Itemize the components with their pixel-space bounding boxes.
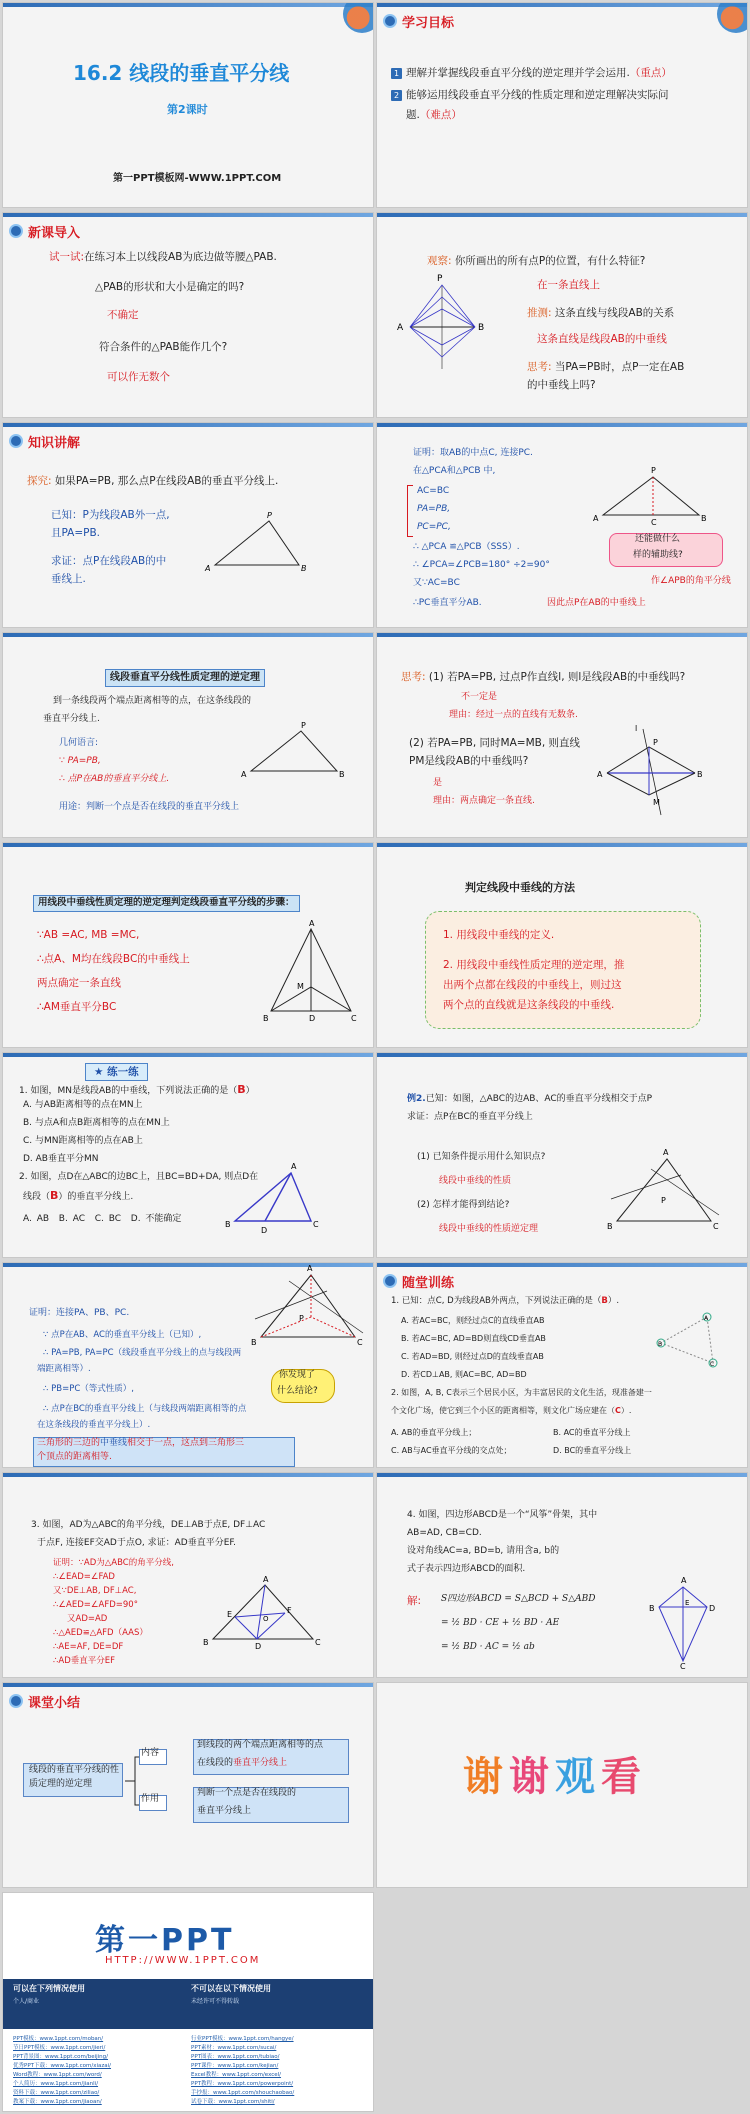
conclusion-2: 个顶点的距离相等.	[37, 1452, 112, 1462]
ad-link[interactable]: 手抄报：www.1ppt.com/shouchaobao/	[191, 2090, 295, 2096]
q4-line2: AB=AD, CB=CD.	[407, 1528, 482, 1538]
answer-count: 可以作无数个	[107, 371, 170, 383]
think-q2: (2) 若PA=PB, 同时MA=MB, 则直线	[409, 737, 581, 749]
section-header: 知识讲解	[9, 431, 80, 451]
slide-example2-proof[interactable]	[2, 1262, 374, 1468]
q3-p8: ∴AD垂直平分EF	[53, 1656, 116, 1666]
lesson-title: 16.2 线段的垂直平分线	[73, 61, 290, 85]
ad-h2: 不可以在以下情况使用	[191, 1984, 271, 1993]
observe-answer: 在一条直线上	[537, 279, 600, 291]
header-bullet-icon	[9, 1694, 23, 1708]
thanks-colored: 谢谢观看	[463, 1753, 647, 1800]
slide-accent-bar	[377, 213, 747, 217]
svg-text:O: O	[263, 1615, 269, 1623]
def-2: 垂直平分线上.	[43, 714, 100, 724]
svg-text:P: P	[299, 1314, 304, 1323]
slide-accent-bar	[3, 1263, 373, 1267]
footer-site: 第一PPT模板网-WWW.1PPT.COM	[113, 173, 282, 184]
practice-q2b: 线段（B）的垂直平分线上.	[23, 1189, 134, 1202]
label-P: P	[437, 274, 443, 284]
think-a1: 不一定是	[461, 692, 498, 702]
discover-2: 什么结论?	[277, 1386, 318, 1396]
slide-methods[interactable]	[376, 842, 748, 1048]
proof-7: ∴ ∠PCA=∠PCB=180° ÷2=90°	[413, 560, 550, 570]
slide-thanks[interactable]	[376, 1682, 748, 1888]
svg-text:C: C	[357, 1338, 363, 1347]
guess-line: 推测: 这条直线与线段AB的关系	[527, 307, 675, 319]
svg-text:A: A	[597, 770, 603, 779]
drill-q2b: 个文化广场，使它到三个小区的距离相等，则文化广场应建在（C）.	[391, 1406, 632, 1415]
header-bullet-icon	[9, 434, 23, 448]
triangle-d-figure	[225, 1162, 321, 1241]
slide-example2[interactable]	[376, 1052, 748, 1258]
triangle-ad-figure	[203, 1575, 321, 1653]
slide-summary[interactable]	[2, 1682, 374, 1888]
q4-line4: 式子表示四边形ABCD的面积.	[407, 1564, 526, 1574]
summary-main: 线段的垂直平分线的性质定理的逆定理	[29, 1765, 120, 1790]
corner-decoration	[717, 2, 748, 33]
solution-label: 解:	[407, 1595, 422, 1607]
proof-1: 证明：连接PA、PB、PC.	[29, 1308, 130, 1318]
slide-think[interactable]	[376, 632, 748, 838]
option-b: B. 与点A和点B距离相等的点在MN上	[23, 1118, 170, 1128]
ad-link[interactable]: 试卷下载：www.1ppt.com/shiti/	[191, 2099, 275, 2105]
use-value-2: 垂直平分线上	[197, 1806, 252, 1816]
svg-text:D: D	[709, 1604, 716, 1613]
svg-text:A: A	[291, 1162, 297, 1171]
ad-link[interactable]: Excel教程：www.1ppt.com/excel/	[191, 2072, 282, 2078]
slide-accent-bar	[377, 3, 747, 7]
svg-text:C: C	[313, 1220, 319, 1229]
kite-figure	[397, 274, 495, 373]
proof-6: ∴ △PCA ≌△PCB（SSS）.	[413, 542, 520, 552]
given-1: 已知：P为线段AB外一点,	[51, 509, 170, 521]
svg-text:M: M	[653, 798, 660, 807]
try-line: 试一试:在练习本上以线段AB为底边做等腰△PAB.	[49, 251, 277, 263]
think-r1: 理由：经过一点的直线有无数条.	[449, 710, 578, 720]
think-a2: 是	[433, 778, 443, 788]
drill-o3: C. 若AD=BD, 则经过点D的直线垂直AB	[401, 1352, 544, 1361]
method-2b: 出两个点都在线段的中垂线上，则过这	[443, 979, 622, 991]
ad-link[interactable]: PPT背景图：www.1ppt.com/beijing/	[13, 2054, 109, 2060]
proof-conclusion: 因此点P在AB的中垂线上	[547, 598, 646, 608]
svg-text:E: E	[685, 1599, 690, 1607]
drill-o4: D. 若CD⊥AB, 则AC=BC, AD=BD	[401, 1370, 527, 1379]
label-B: B	[478, 323, 485, 333]
practice-tag: ★ 练一练	[85, 1063, 148, 1081]
svg-text:B: B	[339, 770, 345, 779]
svg-text:A: A	[263, 1575, 269, 1584]
header-bullet-icon	[383, 1274, 397, 1288]
hint-a1: 线段中垂线的性质	[439, 1176, 512, 1186]
slide-accent-bar	[3, 843, 373, 847]
use-key-label: 作用	[141, 1794, 160, 1804]
svg-text:F: F	[287, 1606, 292, 1615]
svg-text:B: B	[263, 1014, 269, 1023]
triangle-proof-figure	[251, 1264, 365, 1351]
question-shape: △PAB的形状和大小是确定的吗?	[95, 281, 245, 293]
brace	[407, 485, 413, 537]
ad-r1: 个人/商业	[13, 1998, 40, 2005]
slide-steps[interactable]	[2, 842, 374, 1048]
triangle-p-figure	[607, 1148, 721, 1235]
drill-c4: D. BC的垂直平分线上	[553, 1446, 632, 1455]
ad-link[interactable]: PPT模板：www.1ppt.com/moban/	[13, 2036, 104, 2042]
geo-2: ∴ 点P在AB的垂直平分线上.	[59, 774, 170, 784]
proof-6: ∴ 点P在BC的垂直平分线上（与线段两端距离相等的点	[43, 1404, 247, 1414]
geo-lang: 几何语言:	[59, 738, 99, 748]
option-a: A. 与AB距离相等的点在MN上	[23, 1100, 143, 1110]
svg-text:P: P	[651, 466, 656, 475]
question-count: 符合条件的△PAB能作几个?	[99, 341, 228, 353]
kite-l-figure	[597, 724, 703, 819]
proof-3: AC=BC	[417, 486, 450, 496]
slide-accent-bar	[3, 3, 373, 7]
slide-accent-bar	[377, 843, 747, 847]
drill-o2: B. 若AC=BC, AD=BD则直线CD垂直AB	[401, 1334, 546, 1343]
ad-link[interactable]: PPT教程：www.1ppt.com/powerpoint/	[191, 2081, 294, 2087]
svg-text:D: D	[255, 1642, 262, 1651]
svg-text:A: A	[704, 1315, 709, 1322]
ad-link[interactable]: PPT图表：www.1ppt.com/tubiao/	[191, 2054, 280, 2060]
drill-q1: 1. 已知：点C, D为线段AB外两点，下列说法正确的是（B）.	[391, 1296, 620, 1306]
triangle-am-figure	[263, 919, 357, 1027]
q3-p7: ∴AE=AF, DE=DF	[53, 1642, 124, 1652]
method-2a: 2. 用线段中垂线性质定理的逆定理，推	[443, 959, 625, 971]
goal-2: 2 能够运用线段垂直平分线的性质定理和逆定理解决实际问	[391, 87, 669, 103]
ad-url[interactable]: HTTP://WWW.1PPT.COM	[105, 1955, 261, 1966]
drill-o1: A. 若AC=BC，则经过点C的直线垂直AB	[401, 1316, 545, 1325]
step-2: ∴点A、M均在线段BC的中垂线上	[37, 953, 190, 965]
svg-text:A: A	[593, 514, 599, 523]
proof-2: 在△PCA和△PCB 中,	[413, 466, 496, 476]
ad-link[interactable]: 优秀PPT下载：www.1ppt.com/xiazai/	[13, 2063, 112, 2069]
observe-line: 观察: 你所画出的所有点P的位置，有什么特征?	[427, 255, 646, 267]
option-d: D. AB垂直平分MN	[23, 1154, 99, 1164]
slide-practice[interactable]	[2, 1052, 374, 1258]
proof-5: PC=PC,	[417, 522, 451, 532]
section-header: 课堂小结	[9, 1691, 80, 1711]
geo-1: ∵ PA=PB,	[59, 756, 101, 766]
svg-text:B: B	[301, 564, 307, 573]
ad-link[interactable]: PPT素材：www.1ppt.com/sucai/	[191, 2045, 277, 2051]
slide-accent-bar	[377, 633, 747, 637]
svg-text:P: P	[301, 721, 306, 730]
slide-accent-bar	[3, 213, 373, 217]
svg-text:E: E	[227, 1610, 233, 1619]
header-bullet-icon	[9, 224, 23, 238]
svg-text:C: C	[680, 1662, 686, 1671]
kite-figure	[649, 1576, 717, 1671]
ad-h1: 可以在下列情况使用	[13, 1984, 85, 1993]
ad-links-left	[13, 2035, 183, 2107]
slide-title[interactable]	[2, 2, 374, 208]
choices: A. AB B. AC C. BC D. 不能确定	[23, 1214, 182, 1224]
slide-explain[interactable]	[2, 422, 374, 628]
formula-3: = ½ BD · AC = ½ ab	[441, 1642, 535, 1652]
ad-link[interactable]: 行业PPT模板：www.1ppt.com/hangye/	[191, 2036, 294, 2042]
steps-title: 用线段中垂线性质定理的逆定理判定线段垂直平分线的步骤：	[33, 895, 300, 912]
lesson-subtitle: 第2课时	[167, 103, 208, 116]
svg-text:B: B	[697, 770, 703, 779]
svg-text:C: C	[710, 1361, 715, 1368]
hint-q1: (1) 已知条件提示用什么知识点?	[417, 1152, 546, 1162]
drill-q2a: 2. 如图，A, B, C表示三个居民小区，为丰富居民的文化生活，现准备建一	[391, 1388, 652, 1397]
methods-title: 判定线段中垂线的方法	[465, 881, 575, 894]
method-1: 1. 用线段中垂线的定义.	[443, 929, 555, 941]
ad-link[interactable]: 节日PPT模板：www.1ppt.com/jieri/	[13, 2045, 106, 2051]
step-3: 两点确定一条直线	[37, 977, 121, 989]
triangle-figure	[205, 511, 307, 579]
svg-text:B: B	[251, 1338, 257, 1347]
slide-accent-bar	[3, 1053, 373, 1057]
slide-accent-bar	[3, 423, 373, 427]
ad-page[interactable]	[2, 1892, 374, 2112]
section-header: 新课导入	[9, 221, 80, 241]
step-1: ∵AB =AC, MB =MC,	[37, 929, 140, 941]
slide-drill[interactable]	[376, 1262, 748, 1468]
use-value-1: 判断一个点是否在线段的	[197, 1788, 297, 1798]
triangle-figure	[241, 721, 345, 779]
formula-2: = ½ BD · CE + ½ BD · AE	[441, 1618, 560, 1628]
content-key-label: 内容	[141, 1748, 160, 1758]
svg-text:B: B	[203, 1638, 209, 1647]
slide-accent-bar	[377, 1053, 747, 1057]
svg-text:C: C	[351, 1014, 357, 1023]
q4-line3: 设对角线AC=a, BD=b, 请用含a, b的	[407, 1546, 560, 1556]
answer-shape: 不确定	[107, 309, 139, 321]
prove-1: 求证：点P在线段AB的中	[51, 555, 167, 567]
ad-link[interactable]: 教案下载：www.1ppt.com/jiaoan/	[13, 2099, 102, 2105]
formula-1: S四边形ABCD = S△BCD + S△ABD	[441, 1594, 596, 1604]
q3-line2: 于点F, 连接EF交AD于点O, 求证：AD垂直平分EF.	[37, 1538, 237, 1548]
svg-text:B: B	[658, 1341, 663, 1348]
proof-1: 证明：取AB的中点C, 连接PC.	[413, 448, 533, 458]
hint-1: 还能做什么	[635, 534, 681, 544]
svg-text:D: D	[309, 1014, 316, 1023]
q3-p4: ∴∠AED=∠AFD=90°	[53, 1600, 138, 1610]
svg-text:l: l	[635, 724, 638, 733]
slide-q3[interactable]	[2, 1472, 374, 1678]
guess-answer: 这条直线是线段AB的中垂线	[537, 333, 667, 345]
slide-intro[interactable]	[2, 212, 374, 418]
drill-c2: B. AC的垂直平分线上	[553, 1428, 631, 1437]
svg-text:M: M	[297, 982, 304, 991]
slide-accent-bar	[377, 423, 747, 427]
given-2: 且PA=PB.	[51, 527, 101, 539]
q3-p2: ∴∠EAD=∠FAD	[53, 1572, 115, 1582]
think-q3: PM是线段AB的中垂线吗?	[409, 755, 529, 767]
svg-text:B: B	[701, 514, 707, 523]
think-line-2: 的中垂线上吗?	[527, 379, 596, 391]
proof-2: ∵ 点P在AB、AC的垂直平分线上（已知）,	[43, 1330, 202, 1340]
slide-accent-bar	[3, 1473, 373, 1477]
theorem-title: 线段垂直平分线性质定理的逆定理	[105, 669, 265, 687]
example-q1: 例2.已知：如图，△ABC的边AB、AC的垂直平分线相交于点P	[407, 1094, 653, 1104]
hint-2: 样的辅助线?	[633, 550, 683, 560]
svg-text:A: A	[205, 564, 211, 573]
svg-text:C: C	[713, 1222, 719, 1231]
svg-text:B: B	[607, 1222, 613, 1231]
prove-2: 垂线上.	[51, 573, 86, 585]
svg-text:A: A	[307, 1264, 313, 1273]
drill-c1: A. AB的垂直平分线上；	[391, 1428, 477, 1437]
think-line: 思考: 当PA=PB时，点P一定在AB	[527, 361, 685, 373]
q3-p6: ∴△AED≌△AFD（AAS）	[53, 1628, 148, 1638]
q3-p5: 又AD=AD	[67, 1614, 108, 1624]
proof-4: PA=PB,	[417, 504, 451, 514]
ad-link[interactable]: PPT课件：www.1ppt.com/kejian/	[191, 2063, 279, 2069]
goal-2-cont: 题.（难点）	[406, 109, 462, 121]
slide-converse[interactable]	[2, 632, 374, 838]
proof-7: 在这条线段的垂直平分线上）.	[37, 1420, 151, 1430]
explore-line: 探究: 如果PA=PB, 那么点P在线段AB的垂直平分线上.	[27, 475, 279, 487]
ad-link[interactable]: Word教程：www.1ppt.com/word/	[13, 2072, 102, 2078]
svg-text:A: A	[681, 1576, 687, 1585]
slide-proof[interactable]	[376, 422, 748, 628]
label-A: A	[397, 323, 404, 333]
three-points-figure	[657, 1311, 727, 1371]
triangle-pc-figure	[593, 466, 707, 527]
practice-q2: 2. 如图，点D在△ABC的边BC上，且BC=BD+DA, 则点D在	[19, 1172, 259, 1182]
section-header: 学习目标	[383, 11, 454, 31]
q3-p1: 证明：∵AD为△ABC的角平分线,	[53, 1558, 174, 1568]
header-bullet-icon	[383, 14, 397, 28]
section-header: 随堂训练	[383, 1271, 454, 1291]
ad-r2: 未经许可不得转载	[191, 1998, 240, 2005]
hint-answer: 作∠APB的角平分线	[651, 576, 731, 586]
slide-observe[interactable]	[376, 212, 748, 418]
proof-9: ∴PC垂直平分AB.	[413, 598, 482, 608]
think-r2: 理由：两点确定一条直线.	[433, 796, 535, 806]
svg-text:A: A	[663, 1148, 669, 1157]
ad-link[interactable]: 个人简历：www.1ppt.com/jianli/	[13, 2081, 99, 2087]
svg-text:P: P	[267, 511, 272, 520]
slide-q4[interactable]	[376, 1472, 748, 1678]
ad-links-right	[191, 2035, 371, 2107]
svg-text:B: B	[649, 1604, 655, 1613]
svg-text:A: A	[241, 770, 247, 779]
slide-accent-bar	[377, 1263, 747, 1267]
proof-3: ∴ PA=PB, PA=PC（线段垂直平分线上的点与线段两	[43, 1348, 242, 1358]
corner-decoration	[343, 2, 374, 33]
proof-5: ∴ PB=PC（等式性质）,	[43, 1384, 134, 1394]
step-4: ∴AM垂直平分BC	[37, 1001, 117, 1013]
conclusion-1: 三角形的三边的中垂线相交于一点，这点到三角形三	[37, 1438, 245, 1448]
slide-accent-bar	[3, 1683, 373, 1687]
proof-8: 又∵AC=BC	[413, 578, 460, 588]
q3-line1: 3. 如图，AD为△ABC的角平分线，DE⊥AB于点E, DF⊥AC	[31, 1520, 266, 1530]
practice-q1: 1. 如图，MN是线段AB的中垂线，下列说法正确的是（B）	[19, 1083, 255, 1096]
goal-1: 1 理解并掌握线段垂直平分线的逆定理并学会运用.（重点）	[391, 65, 672, 81]
option-c: C. 与MN距离相等的点在AB上	[23, 1136, 143, 1146]
def-1: 到一条线段两个端点距离相等的点，在这条线段的	[53, 696, 252, 706]
drill-c3: C. AB与AC垂直平分线的交点处；	[391, 1446, 512, 1455]
slide-accent-bar	[377, 1473, 747, 1477]
example-q2: 求证：点P在BC的垂直平分线上	[407, 1112, 533, 1122]
think-q1: 思考: (1) 若PA=PB, 过点P作直线l, 则l是线段AB的中垂线吗?	[401, 671, 686, 683]
discover-1: 你发现了	[279, 1370, 316, 1380]
svg-text:A: A	[309, 919, 315, 928]
q4-line1: 4. 如图，四边形ABCD是一个“风筝”骨架，其中	[407, 1510, 598, 1520]
hint-a2: 线段中垂线的性质逆定理	[439, 1224, 539, 1234]
usage: 用途：判断一个点是否在线段的垂直平分线上	[59, 802, 240, 812]
method-2c: 两个点的直线就是这条线段的中垂线.	[443, 999, 615, 1011]
svg-text:C: C	[651, 518, 657, 527]
slide-goals[interactable]	[376, 2, 748, 208]
ad-logo: 第一PPT	[95, 1923, 235, 1958]
ad-link[interactable]: 资料下载：www.1ppt.com/ziliao/	[13, 2090, 100, 2096]
proof-4: 端距离相等）.	[37, 1364, 91, 1374]
svg-text:D: D	[261, 1226, 268, 1235]
svg-text:P: P	[653, 738, 658, 747]
slide-accent-bar	[3, 633, 373, 637]
q3-p3: 又∵DE⊥AB, DF⊥AC,	[53, 1586, 137, 1596]
content-value-1: 到线段的两个端点距离相等的点	[197, 1740, 324, 1750]
svg-text:P: P	[661, 1196, 666, 1205]
hint-q2: (2) 怎样才能得到结论?	[417, 1200, 510, 1210]
svg-text:C: C	[315, 1638, 321, 1647]
svg-text:B: B	[225, 1220, 231, 1229]
content-value-2: 在线段的垂直平分线上	[197, 1758, 288, 1768]
